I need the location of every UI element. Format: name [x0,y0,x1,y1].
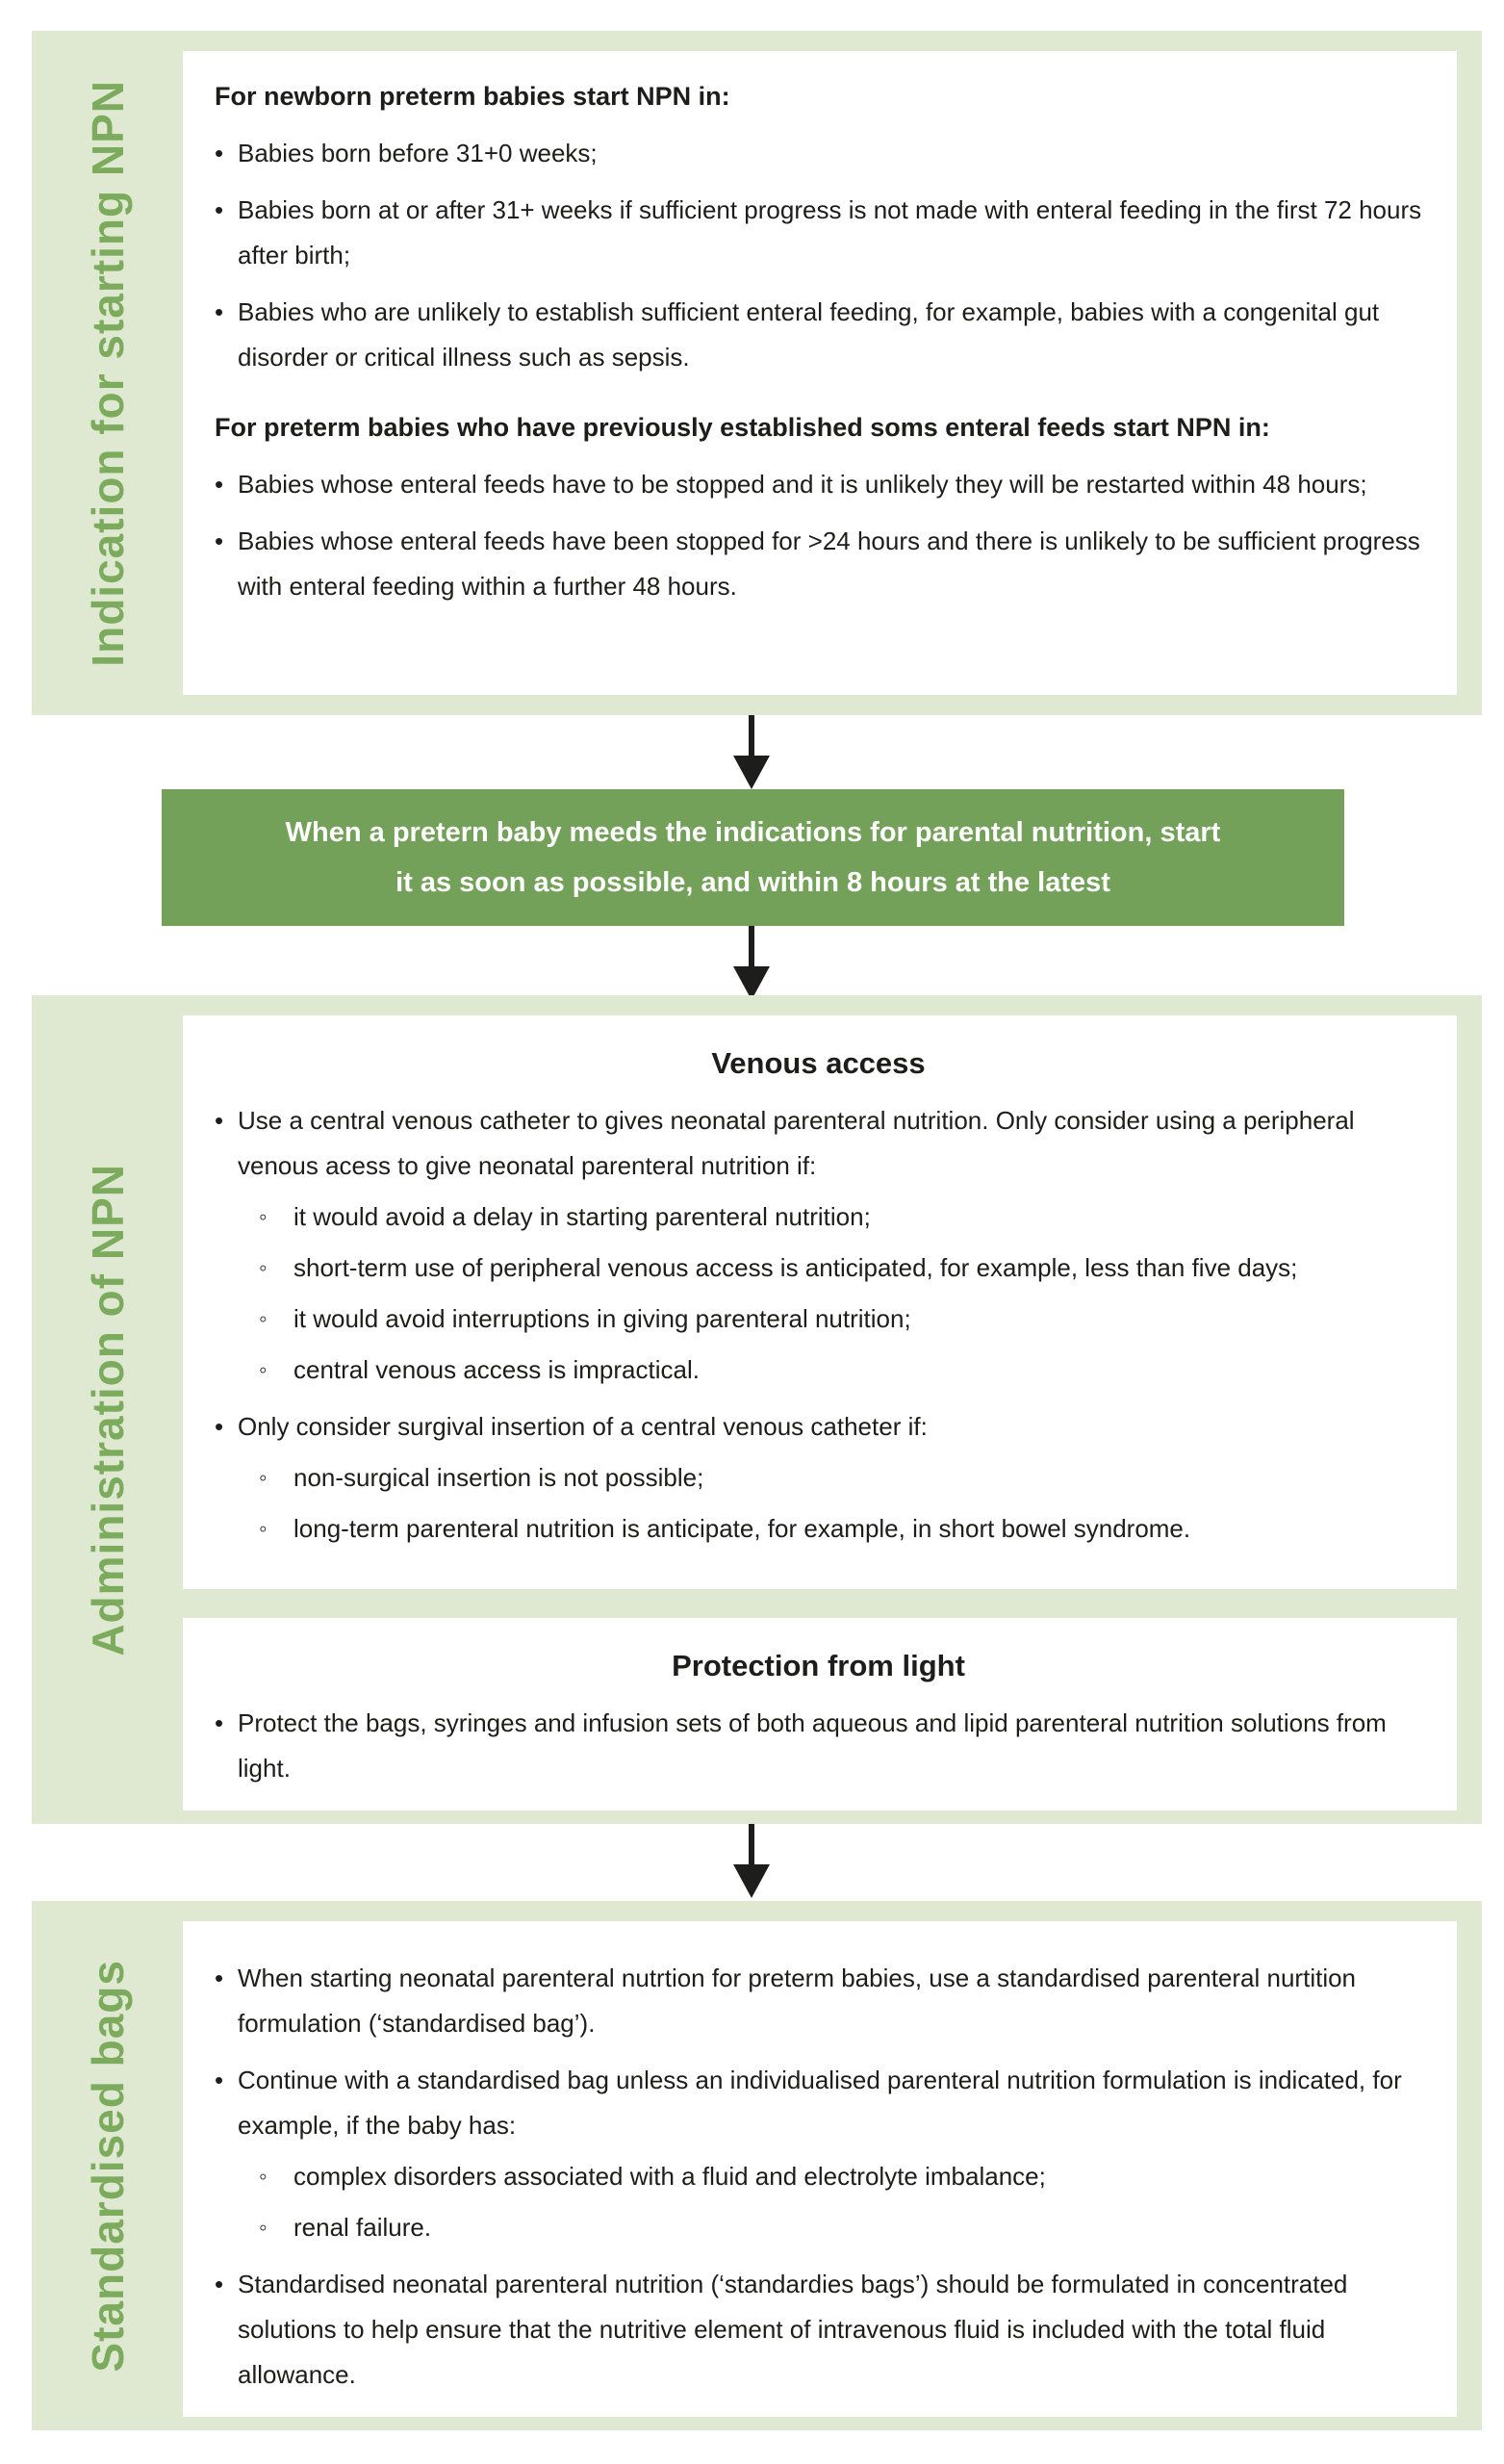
sub-bullet-icon: ◦ [259,1357,268,1383]
bullet-icon: • [215,1964,224,1992]
sub-bullet-icon: ◦ [259,1255,268,1281]
arrow-head [733,756,770,789]
bullet-icon: • [215,2066,224,2094]
list-item-text: central venous access is impractical. [293,1355,700,1384]
content-box-protection-from-light [183,1618,1457,1810]
list-item-text: Babies whose enteral feeds have to be stopped and it is unlikely they will be restarted within 48 hours; [238,470,1367,499]
sidebar-label: Indication for starting NPN [82,79,133,667]
section-standardised-bags-sidebar [32,1901,183,2430]
group-newborn-preterm [215,74,1422,380]
bullet-icon: • [215,1412,224,1441]
list-item-text: Use a central venous catheter to gives neonatal parenteral nutrition. Only consider using a peripheral venous acess to give neonatal parenteral nutrition if: [238,1106,1355,1180]
list-item-text: complex disorders associated with a fluid and electrolyte imbalance; [293,2162,1046,2191]
down-arrow-icon [733,1824,770,1898]
bullet-icon: • [215,195,224,224]
section-administration-sidebar [32,995,183,1824]
banner-line: it as soon as possible, and within 8 hours at the latest [395,867,1110,898]
sub-bullet-icon: ◦ [259,2215,268,2241]
list-item [215,1098,1422,1189]
box-heading: Protection from light [672,1649,965,1682]
list-item-text: Protect the bags, syringes and infusion sets of both aqueous and lipid parenteral nutrition solutions from light. [238,1708,1387,1783]
list-item-text: non-surgical insertion is not possible; [293,1463,704,1492]
bullet-icon: • [215,470,224,499]
content-box-indication [183,51,1457,695]
list-item [215,290,1422,380]
arrow-head [733,1864,770,1898]
down-arrow-icon [733,926,770,1000]
sub-bullet-icon: ◦ [259,2164,268,2190]
list-item [215,1404,1422,1450]
bullet-icon: • [215,1106,224,1135]
section-indication-panel [32,31,1482,715]
list-item [215,462,1422,507]
list-item-text: Babies born before 31+0 weeks; [238,139,598,167]
list-item-text: Babies who are unlikely to establish sufficient enteral feeding, for example, babies with a congenital gut disorder or critical illness such as sepsis. [238,297,1380,372]
list-item [215,2058,1422,2148]
banner-line: When a pretern baby meeds the indications for parental nutrition, start [285,817,1221,848]
sub-list-item [259,2205,1422,2250]
list-item-text: it would avoid a delay in starting parenteral nutrition; [293,1202,871,1231]
section-administration-content [183,995,1482,1824]
sub-list-item [259,1194,1422,1240]
list-item-text: it would avoid interruptions in giving parenteral nutrition; [293,1304,911,1333]
section-standardised-bags-content [183,1901,1482,2430]
group-previously-established [215,405,1422,609]
list-item-text: When starting neonatal parenteral nutrtion for preterm babies, use a standardised parenteral nurtition formulation (‘standardised bag’). [238,1964,1357,2038]
list-item-text: renal failure. [293,2213,432,2242]
content-box-venous-access [183,1015,1457,1589]
list-item [215,1956,1422,2046]
list-item-text: Standardised neonatal parenteral nutrition (‘standardies bags’) should be formulated in concentrated solutions to help ensure that the nutritive element of intravenous fluid is included with the total fluid allowance. [238,2270,1348,2389]
arrow-shaft [749,715,754,756]
list-item-text: Continue with a standardised bag unless an individualised parenteral nutrition formulation is indicated, for example, if the baby has: [238,2066,1402,2140]
sub-list-item [259,1455,1422,1501]
arrow-shaft [749,926,754,966]
section-standardised-bags-panel [32,1901,1482,2430]
list-item [215,2262,1422,2398]
bullet-icon: • [215,297,224,326]
down-arrow-icon [733,715,770,789]
bullet-icon: • [215,526,224,555]
section-indication-content [183,31,1482,715]
group-heading: For newborn preterm babies start NPN in: [215,82,730,111]
list-item-text: long-term parenteral nutrition is anticipate, for example, in short bowel syndrome. [293,1514,1191,1543]
bullet-icon: • [215,1708,224,1737]
bullet-icon: • [215,2270,224,2298]
sub-bullet-icon: ◦ [259,1204,268,1230]
section-indication-sidebar [32,31,183,715]
sub-list-item [259,1245,1422,1291]
sub-list-item [259,1296,1422,1342]
sub-list-item [259,1348,1422,1393]
list-item-text: Babies whose enteral feeds have been stopped for >24 hours and there is unlikely to be sufficient progress with enteral feeding within a further 48 hours. [238,526,1420,601]
list-item-text: short-term use of peripheral venous access is anticipated, for example, less than five days; [293,1253,1298,1282]
list-item [215,519,1422,609]
list-item [215,131,1422,176]
bullet-icon: • [215,139,224,167]
sidebar-label: Administration of NPN [82,1163,133,1656]
section-administration-panel [32,995,1482,1824]
sub-list-item [259,2154,1422,2199]
sub-bullet-icon: ◦ [259,1465,268,1491]
sub-list-item [259,1506,1422,1552]
list-item-text: Only consider surgival insertion of a central venous catheter if: [238,1412,928,1441]
arrow-shaft [749,1824,754,1864]
sidebar-label: Standardised bags [82,1959,133,2373]
group-heading: For preterm babies who have previously established soms enteral feeds start NPN in: [215,413,1270,442]
sub-bullet-icon: ◦ [259,1306,268,1332]
box-heading: Venous access [711,1046,926,1080]
list-item [215,188,1422,278]
content-box-standardised-bags [183,1921,1457,2417]
list-item [215,1701,1422,1791]
banner [162,789,1344,926]
sub-bullet-icon: ◦ [259,1516,268,1542]
list-item-text: Babies born at or after 31+ weeks if sufficient progress is not made with enteral feeding in the first 72 hours after birth; [238,195,1422,270]
